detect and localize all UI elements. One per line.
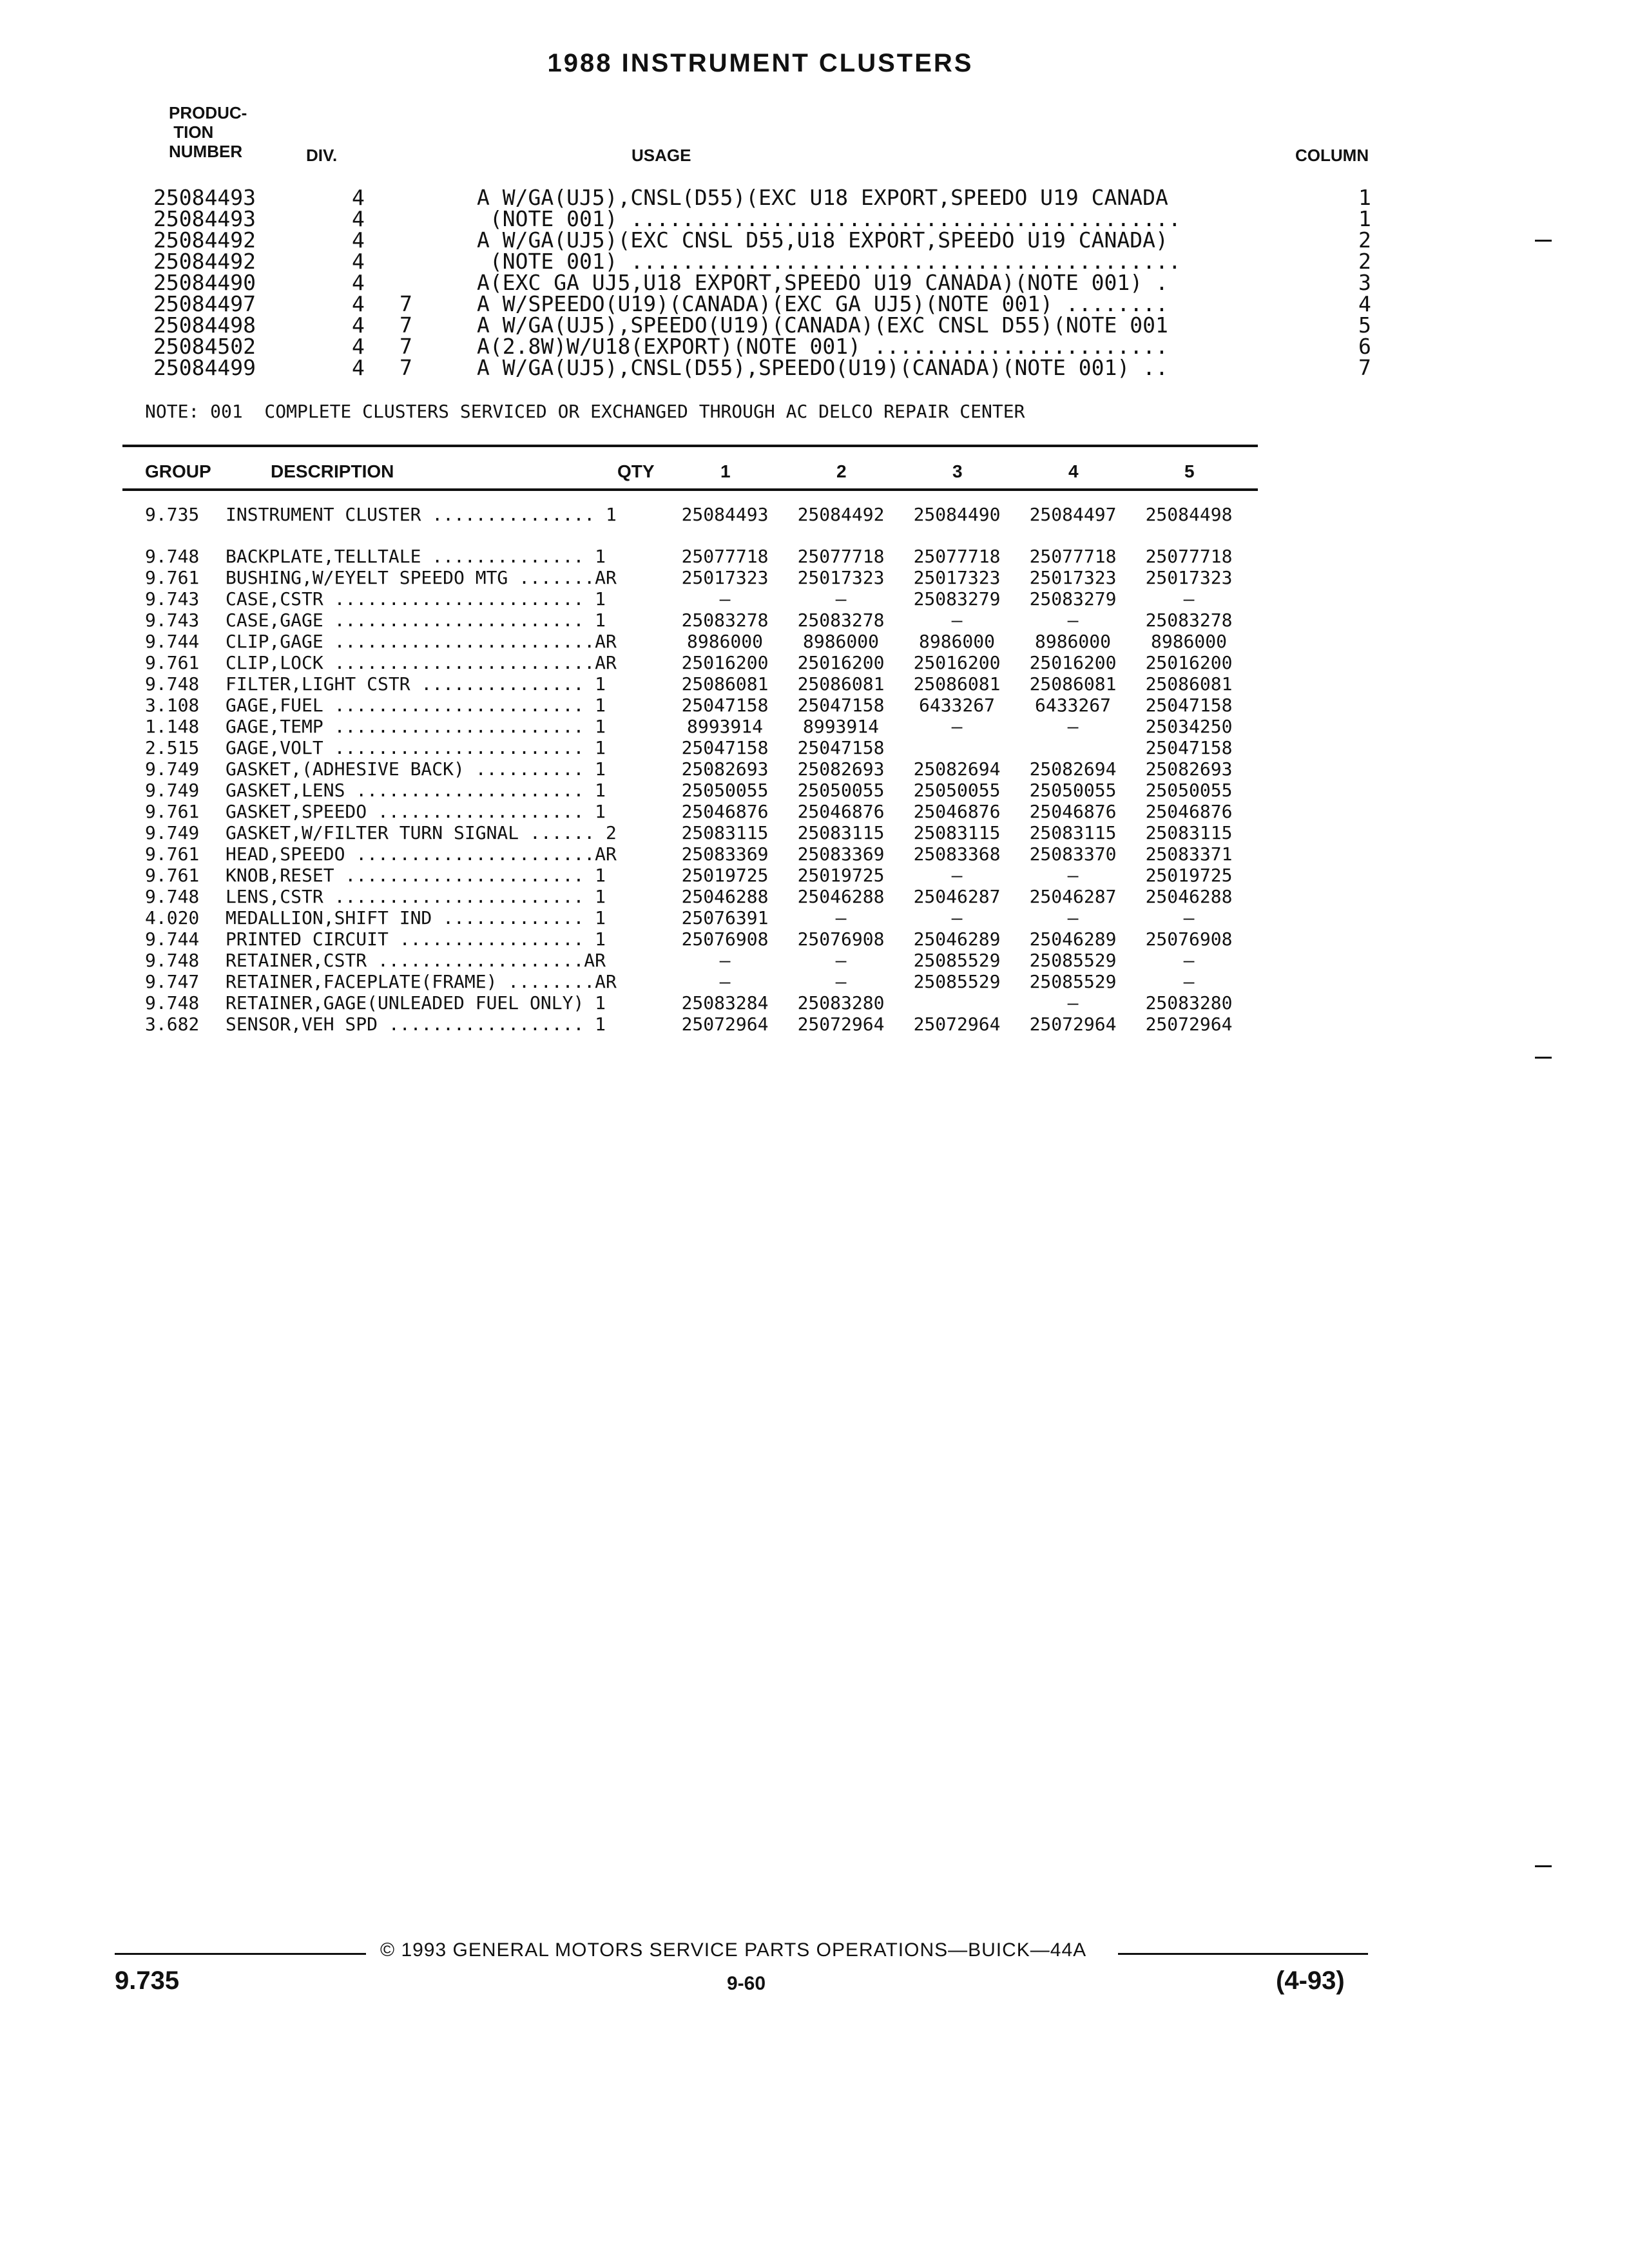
- table-row: [0, 631, 1289, 652]
- column-3-cell: 25072964: [913, 1014, 1001, 1035]
- page-number: 9-60: [727, 1973, 766, 1994]
- column-1-cell: 25019725: [681, 865, 769, 886]
- column-1-header: 1: [720, 461, 731, 481]
- column-5-cell: 8986000: [1150, 631, 1227, 652]
- column-3-cell: 25083368: [913, 843, 1001, 865]
- table-row: [0, 992, 1289, 1014]
- column-number: 1: [1358, 185, 1371, 210]
- group-cell: 9.749: [145, 780, 200, 801]
- usage-header: USAGE: [631, 146, 691, 165]
- column-5-cell: 25046288: [1145, 886, 1233, 907]
- column-3-cell: 25016200: [913, 652, 1001, 673]
- column-1-cell: 25047158: [681, 695, 769, 716]
- table-row: [0, 652, 1289, 673]
- production-number: 25084498: [153, 312, 256, 338]
- footer-rule-left: [115, 1953, 366, 1955]
- column-4-cell: 25046287: [1029, 886, 1117, 907]
- copyright-text: © 1993 GENERAL MOTORS SERVICE PARTS OPERATIONS—BUICK—44A: [380, 1939, 1087, 1961]
- production-number: 25084492: [153, 227, 256, 253]
- div-value: 4: [352, 312, 365, 338]
- column-4-cell: —: [1067, 610, 1079, 631]
- usage-row: [0, 336, 1547, 357]
- column-3-cell: 25083279: [913, 588, 1001, 610]
- column-3-cell: 8986000: [918, 631, 995, 652]
- description-cell: LENS,CSTR ....................... 1: [226, 886, 606, 907]
- column-1-cell: 25046876: [681, 801, 769, 822]
- column-3-cell: —: [951, 907, 963, 928]
- table-row: [0, 716, 1289, 737]
- production-number: 25084493: [153, 206, 256, 231]
- column-1-cell: 25083115: [681, 822, 769, 843]
- column-4-cell: 6433267: [1034, 695, 1111, 716]
- usage-row: [0, 293, 1547, 314]
- column-4-cell: 8986000: [1034, 631, 1111, 652]
- div-value-2: 7: [400, 291, 412, 316]
- group-cell: 9.749: [145, 758, 200, 780]
- description-cell: GASKET,LENS ..................... 1: [226, 780, 606, 801]
- div-value: 4: [352, 206, 365, 231]
- description-cell: GASKET,W/FILTER TURN SIGNAL ...... 2: [226, 822, 617, 843]
- column-2-cell: 25083278: [797, 610, 885, 631]
- column-1-cell: 25082693: [681, 758, 769, 780]
- description-cell: BACKPLATE,TELLTALE .............. 1: [226, 546, 606, 567]
- production-number: 25084493: [153, 185, 256, 210]
- qty-column-header: QTY: [617, 461, 655, 481]
- column-2-cell: 25084492: [797, 504, 885, 525]
- description-cell: HEAD,SPEEDO ......................AR: [226, 843, 617, 865]
- group-cell: 9.761: [145, 652, 200, 673]
- usage-text: (NOTE 001) ...........................................: [477, 249, 1181, 274]
- column-3-cell: 25077718: [913, 546, 1001, 567]
- column-2-cell: 25082693: [797, 758, 885, 780]
- column-2-cell: 25046876: [797, 801, 885, 822]
- description-cell: SENSOR,VEH SPD .................. 1: [226, 1014, 606, 1035]
- column-4-cell: —: [1067, 865, 1079, 886]
- column-3-cell: 25050055: [913, 780, 1001, 801]
- usage-text: A W/GA(UJ5),CNSL(D55),SPEEDO(U19)(CANADA)(NOTE 001) ..: [477, 355, 1168, 380]
- column-4-cell: 25083115: [1029, 822, 1117, 843]
- column-5-cell: 25084498: [1145, 504, 1233, 525]
- column-2-cell: 25050055: [797, 780, 885, 801]
- column-5-cell: 25047158: [1145, 695, 1233, 716]
- column-3-cell: —: [951, 716, 963, 737]
- group-cell: 9.761: [145, 843, 200, 865]
- margin-tick: [1535, 240, 1552, 242]
- column-4-cell: —: [1067, 907, 1079, 928]
- description-cell: MEDALLION,SHIFT IND ............. 1: [226, 907, 606, 928]
- production-number: 25084490: [153, 270, 256, 295]
- column-1-cell: —: [719, 950, 731, 971]
- column-5-cell: —: [1183, 971, 1195, 992]
- column-2-cell: 8986000: [802, 631, 879, 652]
- margin-tick: [1535, 1865, 1552, 1867]
- margin-tick: [1535, 1057, 1552, 1059]
- column-2-cell: 25047158: [797, 695, 885, 716]
- column-2-cell: 25046288: [797, 886, 885, 907]
- description-cell: INSTRUMENT CLUSTER ............... 1: [226, 504, 617, 525]
- usage-row: [0, 208, 1547, 229]
- description-cell: GASKET,(ADHESIVE BACK) .......... 1: [226, 758, 606, 780]
- column-3-cell: 25046876: [913, 801, 1001, 822]
- table-row: [0, 865, 1289, 886]
- column-2-cell: 25017323: [797, 567, 885, 588]
- table-row: [0, 822, 1289, 843]
- group-cell: 9.761: [145, 865, 200, 886]
- column-header: COLUMN: [1295, 146, 1369, 165]
- column-3-cell: 6433267: [918, 695, 995, 716]
- table-row: [0, 695, 1289, 716]
- column-4-cell: 25084497: [1029, 504, 1117, 525]
- column-number: 7: [1358, 355, 1371, 380]
- group-cell: 9.748: [145, 673, 200, 695]
- usage-text: A W/SPEEDO(U19)(CANADA)(EXC GA UJ5)(NOTE 001) ........: [477, 291, 1168, 316]
- column-2-cell: 25077718: [797, 546, 885, 567]
- column-3-header: 3: [952, 461, 963, 481]
- div-value: 4: [352, 334, 365, 359]
- group-cell: 9.747: [145, 971, 200, 992]
- group-cell: 9.744: [145, 928, 200, 950]
- div-value: 4: [352, 355, 365, 380]
- column-3-cell: 25085529: [913, 950, 1001, 971]
- description-cell: RETAINER,CSTR ...................AR: [226, 950, 606, 971]
- group-cell: 9.761: [145, 567, 200, 588]
- column-number: 3: [1358, 270, 1371, 295]
- table-row: [0, 737, 1289, 758]
- column-3-cell: 25017323: [913, 567, 1001, 588]
- column-1-cell: 25047158: [681, 737, 769, 758]
- column-3-cell: 25046289: [913, 928, 1001, 950]
- div-value: 4: [352, 270, 365, 295]
- footer-rule-right: [1118, 1953, 1368, 1955]
- column-5-cell: 25016200: [1145, 652, 1233, 673]
- column-2-cell: 25047158: [797, 737, 885, 758]
- column-number: 1: [1358, 206, 1371, 231]
- column-4-cell: 25082694: [1029, 758, 1117, 780]
- usage-text: A W/GA(UJ5)(EXC CNSL D55,U18 EXPORT,SPEEDO U19 CANADA): [477, 227, 1168, 253]
- group-cell: 9.735: [145, 504, 200, 525]
- table-row: [0, 780, 1289, 801]
- table-row: [0, 504, 1289, 525]
- group-cell: 9.761: [145, 801, 200, 822]
- column-1-cell: —: [719, 971, 731, 992]
- group-column-header: GROUP: [145, 461, 211, 481]
- table-row: [0, 588, 1289, 610]
- table-header-rule: [122, 488, 1258, 491]
- group-cell: 9.748: [145, 546, 200, 567]
- table-row: [0, 567, 1289, 588]
- description-cell: CLIP,GAGE ........................AR: [226, 631, 617, 652]
- usage-row: [0, 314, 1547, 336]
- column-1-cell: 25076391: [681, 907, 769, 928]
- table-row: [0, 928, 1289, 950]
- table-row: [0, 610, 1289, 631]
- column-5-cell: 25076908: [1145, 928, 1233, 950]
- description-cell: RETAINER,GAGE(UNLEADED FUEL ONLY) 1: [226, 992, 606, 1014]
- table-row: [0, 971, 1289, 992]
- column-4-cell: 25050055: [1029, 780, 1117, 801]
- description-cell: RETAINER,FACEPLATE(FRAME) ........AR: [226, 971, 617, 992]
- column-5-cell: —: [1183, 907, 1195, 928]
- column-2-cell: —: [835, 971, 847, 992]
- div-header: DIV.: [306, 146, 338, 165]
- description-cell: GAGE,FUEL ....................... 1: [226, 695, 606, 716]
- column-3-cell: —: [951, 865, 963, 886]
- column-4-cell: 25077718: [1029, 546, 1117, 567]
- column-1-cell: 25086081: [681, 673, 769, 695]
- group-cell: 2.515: [145, 737, 200, 758]
- div-value: 4: [352, 249, 365, 274]
- production-number: 25084499: [153, 355, 256, 380]
- footer-group-number: 9.735: [115, 1966, 180, 1995]
- table-row: [0, 546, 1289, 567]
- column-4-header: 4: [1068, 461, 1079, 481]
- column-5-cell: 25046876: [1145, 801, 1233, 822]
- column-5-cell: —: [1183, 950, 1195, 971]
- usage-text: A(EXC GA UJ5,U18 EXPORT,SPEEDO U19 CANADA)(NOTE 001) .: [477, 270, 1168, 295]
- column-2-cell: 25083115: [797, 822, 885, 843]
- column-5-cell: 25083115: [1145, 822, 1233, 843]
- column-5-cell: 25034250: [1145, 716, 1233, 737]
- table-top-rule: [122, 445, 1258, 447]
- column-2-cell: 25083369: [797, 843, 885, 865]
- column-4-cell: 25046289: [1029, 928, 1117, 950]
- table-row: [0, 886, 1289, 907]
- column-2-cell: 25072964: [797, 1014, 885, 1035]
- column-1-cell: 8993914: [686, 716, 763, 737]
- column-3-cell: 25084490: [913, 504, 1001, 525]
- group-cell: 9.743: [145, 610, 200, 631]
- column-3-cell: —: [951, 610, 963, 631]
- column-5-cell: 25086081: [1145, 673, 1233, 695]
- column-5-cell: 25083371: [1145, 843, 1233, 865]
- usage-text: (NOTE 001) ...........................................: [477, 206, 1181, 231]
- group-cell: 1.148: [145, 716, 200, 737]
- description-cell: CASE,CSTR ....................... 1: [226, 588, 606, 610]
- group-cell: 3.108: [145, 695, 200, 716]
- column-5-cell: 25047158: [1145, 737, 1233, 758]
- column-4-cell: 25083370: [1029, 843, 1117, 865]
- column-2-cell: 25016200: [797, 652, 885, 673]
- column-2-cell: 8993914: [802, 716, 879, 737]
- column-4-cell: 25017323: [1029, 567, 1117, 588]
- column-5-cell: —: [1183, 588, 1195, 610]
- table-row: [0, 907, 1289, 928]
- description-cell: GASKET,SPEEDO ................... 1: [226, 801, 606, 822]
- div-value-2: 7: [400, 355, 412, 380]
- group-cell: 9.749: [145, 822, 200, 843]
- column-3-cell: 25046287: [913, 886, 1001, 907]
- div-value: 4: [352, 291, 365, 316]
- column-4-cell: 25046876: [1029, 801, 1117, 822]
- column-2-header: 2: [836, 461, 847, 481]
- column-1-cell: 25076908: [681, 928, 769, 950]
- column-1-cell: 25083369: [681, 843, 769, 865]
- column-5-cell: 25017323: [1145, 567, 1233, 588]
- column-number: 2: [1358, 227, 1371, 253]
- description-cell: BUSHING,W/EYELT SPEEDO MTG .......AR: [226, 567, 617, 588]
- div-value: 4: [352, 227, 365, 253]
- column-3-cell: 25085529: [913, 971, 1001, 992]
- column-4-cell: 25072964: [1029, 1014, 1117, 1035]
- column-number: 2: [1358, 249, 1371, 274]
- description-cell: KNOB,RESET ...................... 1: [226, 865, 606, 886]
- column-3-cell: 25082694: [913, 758, 1001, 780]
- column-4-cell: 25086081: [1029, 673, 1117, 695]
- table-row: [0, 801, 1289, 822]
- production-number: 25084492: [153, 249, 256, 274]
- production-number-header: PRODUC- TION NUMBER: [169, 103, 247, 161]
- column-1-cell: 25084493: [681, 504, 769, 525]
- column-4-cell: 25085529: [1029, 971, 1117, 992]
- column-4-cell: 25083279: [1029, 588, 1117, 610]
- column-5-cell: 25050055: [1145, 780, 1233, 801]
- column-1-cell: 25017323: [681, 567, 769, 588]
- column-1-cell: 25046288: [681, 886, 769, 907]
- usage-text: A(2.8W)W/U18(EXPORT)(NOTE 001) .......................: [477, 334, 1168, 359]
- column-number: 6: [1358, 334, 1371, 359]
- column-5-cell: 25077718: [1145, 546, 1233, 567]
- column-2-cell: 25086081: [797, 673, 885, 695]
- column-4-cell: 25016200: [1029, 652, 1117, 673]
- column-2-cell: —: [835, 950, 847, 971]
- column-2-cell: 25076908: [797, 928, 885, 950]
- column-1-cell: 25050055: [681, 780, 769, 801]
- production-number: 25084502: [153, 334, 256, 359]
- group-cell: 9.748: [145, 886, 200, 907]
- group-cell: 9.748: [145, 950, 200, 971]
- column-2-cell: 25083280: [797, 992, 885, 1014]
- column-5-cell: 25072964: [1145, 1014, 1233, 1035]
- column-1-cell: 25072964: [681, 1014, 769, 1035]
- column-number: 4: [1358, 291, 1371, 316]
- group-cell: 9.748: [145, 992, 200, 1014]
- table-row: [0, 1014, 1289, 1035]
- div-value-2: 7: [400, 334, 412, 359]
- description-cell: CLIP,LOCK ........................AR: [226, 652, 617, 673]
- production-number: 25084497: [153, 291, 256, 316]
- group-cell: 9.744: [145, 631, 200, 652]
- column-4-cell: —: [1067, 992, 1079, 1014]
- div-value: 4: [352, 185, 365, 210]
- div-value-2: 7: [400, 312, 412, 338]
- description-column-header: DESCRIPTION: [271, 461, 394, 481]
- table-row: [0, 950, 1289, 971]
- table-row: [0, 673, 1289, 695]
- column-5-cell: 25019725: [1145, 865, 1233, 886]
- description-cell: PRINTED CIRCUIT ................. 1: [226, 928, 606, 950]
- table-row: [0, 758, 1289, 780]
- column-1-cell: 25083278: [681, 610, 769, 631]
- column-1-cell: —: [719, 588, 731, 610]
- column-5-header: 5: [1184, 461, 1195, 481]
- note-text: NOTE: 001 COMPLETE CLUSTERS SERVICED OR EXCHANGED THROUGH AC DELCO REPAIR CENTER: [145, 401, 1025, 422]
- column-1-cell: 25016200: [681, 652, 769, 673]
- column-3-cell: 25083115: [913, 822, 1001, 843]
- group-cell: 9.743: [145, 588, 200, 610]
- column-2-cell: —: [835, 907, 847, 928]
- column-1-cell: 25077718: [681, 546, 769, 567]
- description-cell: GAGE,TEMP ....................... 1: [226, 716, 606, 737]
- group-cell: 3.682: [145, 1014, 200, 1035]
- usage-text: A W/GA(UJ5),CNSL(D55)(EXC U18 EXPORT,SPEEDO U19 CANADA: [477, 185, 1168, 210]
- group-cell: 4.020: [145, 907, 200, 928]
- table-row: [0, 843, 1289, 865]
- usage-row: [0, 357, 1547, 378]
- column-5-cell: 25083278: [1145, 610, 1233, 631]
- usage-list: [0, 187, 1547, 378]
- footer-date: (4-93): [1276, 1966, 1345, 1995]
- column-2-cell: —: [835, 588, 847, 610]
- page-title: 1988 INSTRUMENT CLUSTERS: [547, 49, 974, 77]
- description-cell: CASE,GAGE ....................... 1: [226, 610, 606, 631]
- column-5-cell: 25083280: [1145, 992, 1233, 1014]
- usage-row: [0, 229, 1547, 251]
- column-4-cell: —: [1067, 716, 1079, 737]
- column-2-cell: 25019725: [797, 865, 885, 886]
- column-3-cell: 25086081: [913, 673, 1001, 695]
- column-5-cell: 25082693: [1145, 758, 1233, 780]
- column-4-cell: 25085529: [1029, 950, 1117, 971]
- usage-row: [0, 272, 1547, 293]
- description-cell: GAGE,VOLT ....................... 1: [226, 737, 606, 758]
- usage-row: [0, 187, 1547, 208]
- description-cell: FILTER,LIGHT CSTR ............... 1: [226, 673, 606, 695]
- column-number: 5: [1358, 312, 1371, 338]
- usage-row: [0, 251, 1547, 272]
- usage-text: A W/GA(UJ5),SPEEDO(U19)(CANADA)(EXC CNSL D55)(NOTE 001: [477, 312, 1168, 338]
- column-1-cell: 25083284: [681, 992, 769, 1014]
- column-1-cell: 8986000: [686, 631, 763, 652]
